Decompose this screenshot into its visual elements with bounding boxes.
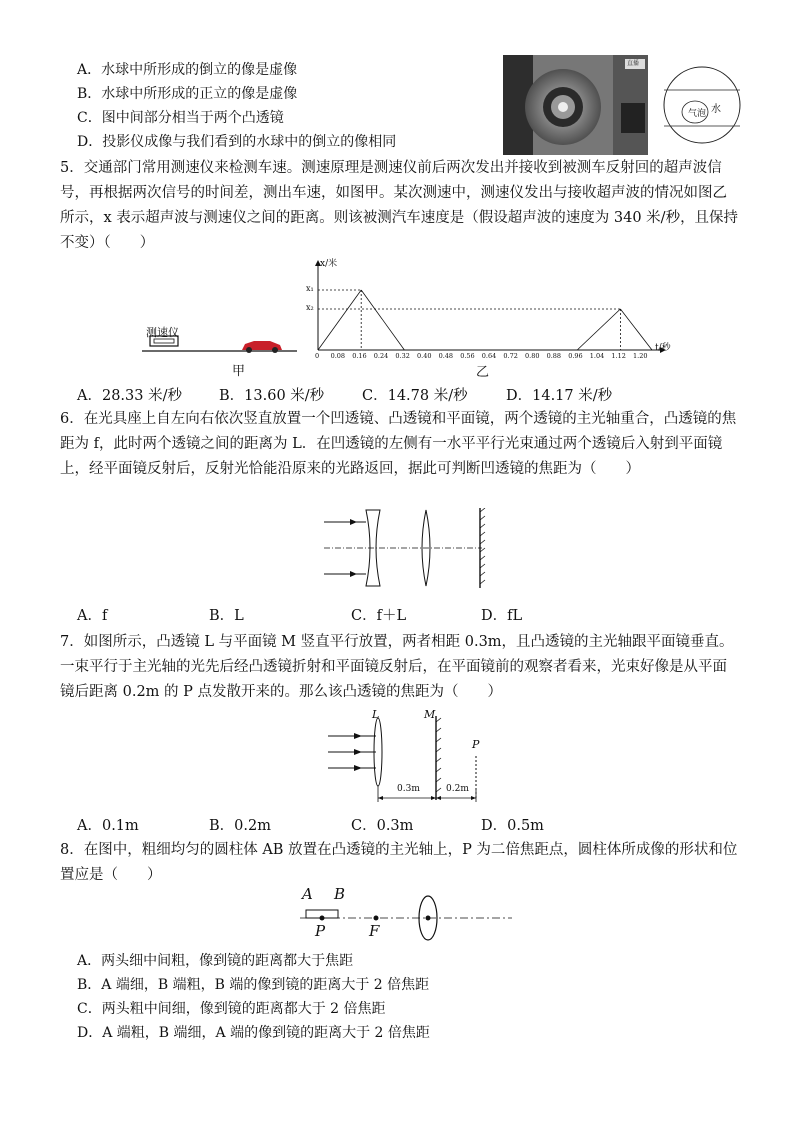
bubble-label: 气泡 [688,109,707,119]
x-tick-label: 0.64 [481,352,497,360]
x-tick-label: 0.16 [352,352,367,360]
q8-label-f: F [369,922,380,940]
x-tick-label: 0.32 [395,352,410,360]
q6-option-d: D．fL [481,608,523,624]
y-tick-x2: x₂ [306,303,314,312]
q8-option-a: A．两头细中间粗，像到镜的距离都大于焦距 [77,953,354,969]
x-tick-label: 0.88 [546,352,562,360]
signal-2-back [620,309,652,350]
q7-option-a: A．0.1m [77,818,139,834]
q6-lens-mirror-diagram [322,508,502,588]
q8-cylinder-diagram [298,892,514,942]
x-tick-label: 0.96 [568,352,583,360]
q5-option-d: D．14.17 米/秒 [506,388,613,404]
water-ball-photo [503,55,648,155]
signal-1-out [318,290,361,350]
signal-2-out [577,309,620,350]
x-tick-label: 0.24 [373,352,389,360]
q8-option-c: C．两头粗中间细，像到镜的距离都大于 2 倍焦距 [77,1001,386,1017]
q7-label-l: L [372,708,380,721]
q4-option-d: D．投影仪成像与我们看到的水球中的倒立的像相同 [77,134,397,150]
q5-option-a: A．28.33 米/秒 [77,388,182,404]
q8-label-a: A [302,885,313,903]
x-tick-label: 0.72 [503,352,518,360]
photo-badge: 直播 [627,60,640,67]
y-tick-x1: x₁ [306,284,314,293]
q7-option-d: D．0.5m [481,818,544,834]
q8-option-d: D．A 端粗，B 端细，A 端的像到镜的距离大于 2 倍焦距 [77,1025,430,1041]
q8-stem: 8．在图中，粗细均匀的圆柱体 AB 放置在凸透镜的主光轴上，P 为二倍焦距点，圆柱体所成像的形状和位置应是（ ） [60,842,738,883]
q6-option-b: B．L [209,608,244,624]
q4-option-c: C．图中间部分相当于两个凸透镜 [77,110,284,126]
speed-meter-label: 测速仪 [146,326,179,339]
x-tick-label: 1.04 [589,352,605,360]
q5-option-c: C．14.78 米/秒 [362,388,468,404]
q7-stem: 7．如图所示，凸透镜 L 与平面镜 M 竖直平行放置，两者相距 0.3m，且凸透镜的主光轴跟平面镜垂直。一束平行于主光轴的光先后经凸透镜折射和平面镜反射后，在平面镜前的观察者看来，光束好像是从平面镜后距离 0.2m 的 P 点发散开来的。那么该凸透镜的焦距为（ ） [60,634,734,700]
q4-option-a: A．水球中所形成的倒立的像是虚像 [77,62,298,78]
figure-b-label: 乙 [476,365,490,380]
q8-label-p: P [315,922,326,940]
x-tick-label: 1.12 [611,352,626,360]
q5-option-b: B．13.60 米/秒 [219,388,325,404]
q6-option-a: A．f [77,608,108,624]
q7-label-m: M [424,708,436,721]
y-axis-label: x/米 [320,259,338,269]
q4-option-b: B．水球中所形成的正立的像是虚像 [77,86,298,102]
q6-stem: 6．在光具座上自左向右依次竖直放置一个凹透镜、凸透镜和平面镜，两个透镜的主光轴重合，凸透镜的焦距为 f，此时两个透镜之间的距离为 L．在凹透镜的左侧有一水平平行光束通过两个透镜后入射到平面镜上，经平面镜反射后，反射光恰能沿原来的光路返回，据此可判断凹透镜的焦距为（ ） [60,411,737,477]
x-tick-label: 1.20 [633,352,648,360]
x-tick-label: 0.08 [330,352,346,360]
q8-option-b: B．A 端细，B 端粗，B 端的像到镜的距离大于 2 倍焦距 [77,977,430,993]
q7-distance-1: 0.3m [397,784,420,794]
q7-option-c: C．0.3m [351,818,414,834]
x-tick-label: 0 [315,352,320,360]
x-tick-label: 0.40 [417,352,432,360]
x-tick-label: 0.56 [460,352,475,360]
q7-option-b: B．0.2m [209,818,271,834]
signal-1-back [361,290,404,350]
q7-distance-2: 0.2m [446,784,469,794]
x-tick-label: 0.80 [525,352,540,360]
x-axis-label: t/秒 [655,343,671,353]
x-tick-label: 0.48 [438,352,454,360]
q6-option-c: C．f＋L [351,608,407,624]
q5-stem: 5．交通部门常用测速仪来检测车速。测速原理是测速仪前后两次发出并接收到被测车反射回的超声波信号，再根据两次信号的时间差，测出车速，如图甲。某次测速中，测速仪发出与接收超声波的情况如图乙所示，x 表示超声波与测速仪之间的距离。则该被测汽车速度是（假设超声波的速度为 340 米/秒，且保持不变）（ ） [60,160,739,251]
figure-a-label: 甲 [232,364,246,379]
water-label: 水 [711,104,721,115]
q5-figure-b-chart [300,258,680,362]
q8-label-b: B [334,885,346,903]
q7-label-p: P [472,738,480,751]
